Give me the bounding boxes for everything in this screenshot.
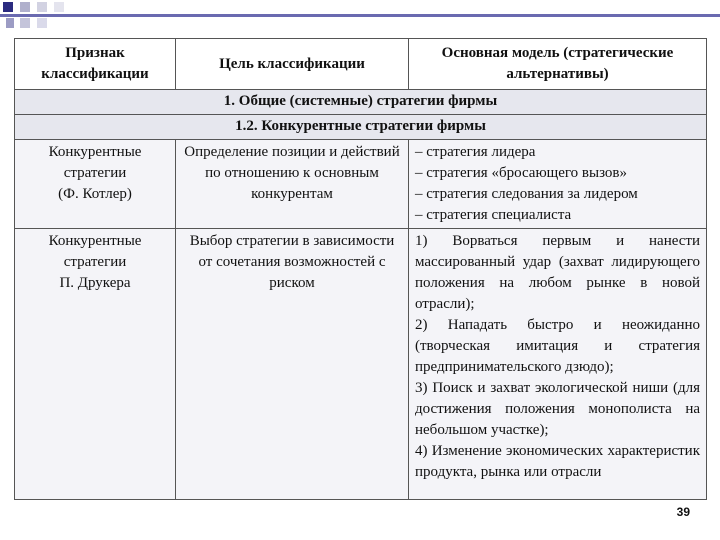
model-item: – стратегия специалиста (415, 207, 572, 223)
feature-line: Конкурентные (48, 144, 142, 160)
row-feature (15, 140, 176, 229)
model-item: 3) Поиск и захват экологической ниши (для достижения положения монополиста на небольшом участке); (415, 380, 700, 438)
header-feature: Признак классификации (15, 39, 176, 90)
row-feature (15, 229, 176, 500)
strategy-table (14, 38, 707, 500)
header-model: Основная модель (стратегические альтернативы) (409, 39, 707, 90)
model-item: – стратегия «бросающего вызов» (415, 165, 627, 181)
section-title-general: 1. Общие (системные) стратегии фирмы (15, 90, 707, 115)
row-models (409, 229, 707, 500)
section-row-competitive (15, 115, 707, 140)
row-models (409, 140, 707, 229)
table-row (15, 140, 707, 229)
row-goal: Определение позиции и действий по отношению к основным конкурентам (176, 140, 409, 229)
header-accent-line (0, 14, 720, 17)
model-item: – стратегия следования за лидером (415, 186, 638, 202)
feature-line: стратегии (63, 254, 127, 270)
feature-line: стратегии (63, 165, 127, 181)
table-header-row (15, 39, 707, 90)
page-number: 39 (676, 505, 690, 519)
feature-line: Конкурентные (48, 233, 142, 249)
section-row-general (15, 90, 707, 115)
model-item: 4) Изменение экономических характеристик продукта, рынка или отрасли (415, 443, 700, 480)
model-item: 1) Ворваться первым и нанести массированный удар (захват лидирующего положения на любом рынке в новой отрасли); (415, 233, 700, 312)
feature-line: (Ф. Котлер) (58, 186, 132, 202)
feature-line: П. Друкера (59, 275, 131, 291)
model-item: – стратегия лидера (415, 144, 536, 160)
table-row (15, 229, 707, 500)
header-squares-decoration (0, 0, 720, 40)
row-goal: Выбор стратегии в зависимости от сочетания возможностей с риском (176, 229, 409, 500)
model-item: 2) Нападать быстро и неожиданно (творческая имитация и стратегия предпринимательского дзюдо); (415, 317, 700, 375)
section-title-competitive: 1.2. Конкурентные стратегии фирмы (15, 115, 707, 140)
header-goal: Цель классификации (176, 39, 409, 90)
